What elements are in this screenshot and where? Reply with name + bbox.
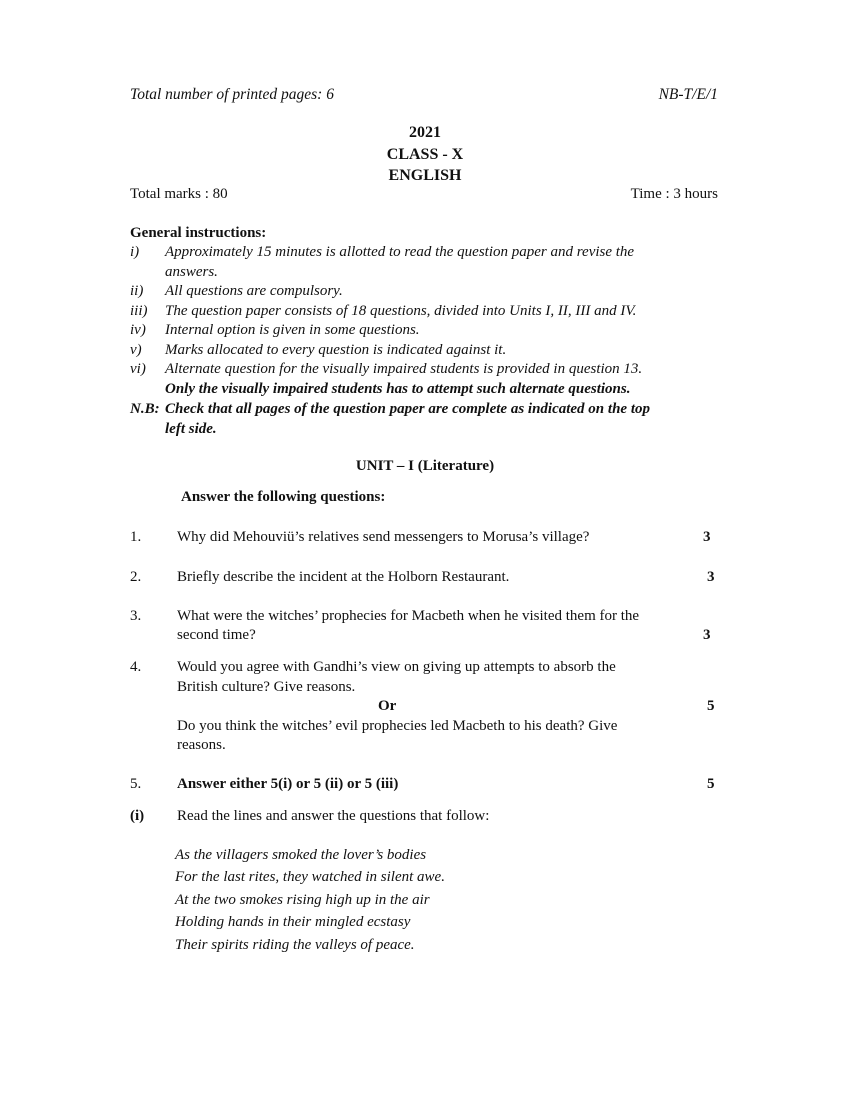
instruction-number: vi) [130,361,146,377]
poem-line: Their spirits riding the valleys of peace. [175,937,415,953]
question-number: 1. [130,529,142,545]
instruction-text: Marks allocated to every question is indicated against it. [165,342,507,358]
time-allowed: Time : 3 hours [630,186,718,202]
question-text: reasons. [177,737,226,753]
or-label: Or [378,698,397,714]
question-text: second time? [177,627,256,643]
question-marks: 5 [707,698,715,714]
instruction-number: v) [130,342,142,358]
question-text: What were the witches’ prophecies for Macbeth when he visited them for the [177,608,640,624]
answer-heading: Answer the following questions: [181,489,386,505]
question-marks: 5 [707,776,715,792]
exam-class: CLASS - X [386,146,464,163]
instruction-text: All questions are compulsory. [165,283,343,299]
instruction-text: answers. [165,264,218,280]
exam-subject: ENGLISH [388,167,462,184]
instructions-heading: General instructions: [130,225,267,241]
poem-line: At the two smokes rising high up in the air [175,892,430,908]
instruction-text: Alternate question for the visually impaired students is provided in question 13. [165,361,643,377]
question-marks: 3 [703,529,711,545]
question-number: 2. [130,569,142,585]
unit-title: UNIT – I (Literature) [355,458,495,474]
instruction-number: i) [130,244,140,260]
instruction-number: ii) [130,283,144,299]
instruction-text-bold: Only the visually impaired students has to attempt such alternate questions. [165,381,631,397]
question-text: Why did Mehouviü’s relatives send messengers to Morusa’s village? [177,529,590,545]
question-number: 3. [130,608,142,624]
instruction-text: Approximately 15 minutes is allotted to read the question paper and revise the [165,244,635,260]
question-marks: 3 [707,569,715,585]
nb-text: Check that all pages of the question paper are complete as indicated on the top [165,401,650,417]
instruction-number: iv) [130,322,146,338]
question-number: 4. [130,659,142,675]
instruction-number: iii) [130,303,148,319]
nb-label: N.B: [130,401,160,417]
question-number: 5. [130,776,142,792]
question-text: Do you think the witches’ evil prophecies led Macbeth to his death? Give [177,718,618,734]
poem-line: Holding hands in their mingled ecstasy [175,914,411,930]
instruction-text: Internal option is given in some questions. [165,322,420,338]
paper-code: NB-T/E/1 [658,86,718,103]
exam-year: 2021 [409,124,441,141]
total-marks: Total marks : 80 [130,186,228,202]
printed-pages-note: Total number of printed pages: 6 [130,86,334,103]
poem-line: As the villagers smoked the lover’s bodies [175,847,427,863]
question-text: Answer either 5(i) or 5 (ii) or 5 (iii) [177,776,399,792]
subquestion-text: Read the lines and answer the questions that follow: [177,808,490,824]
poem-line: For the last rites, they watched in silent awe. [175,869,445,885]
instruction-text: The question paper consists of 18 questions, divided into Units I, II, III and IV. [165,303,637,319]
question-marks: 3 [703,627,711,643]
nb-text: left side. [165,421,217,437]
question-text: Briefly describe the incident at the Holborn Restaurant. [177,569,510,585]
subquestion-number: (i) [130,808,145,824]
question-text: British culture? Give reasons. [177,679,356,695]
question-text: Would you agree with Gandhi’s view on giving up attempts to absorb the [177,659,616,675]
